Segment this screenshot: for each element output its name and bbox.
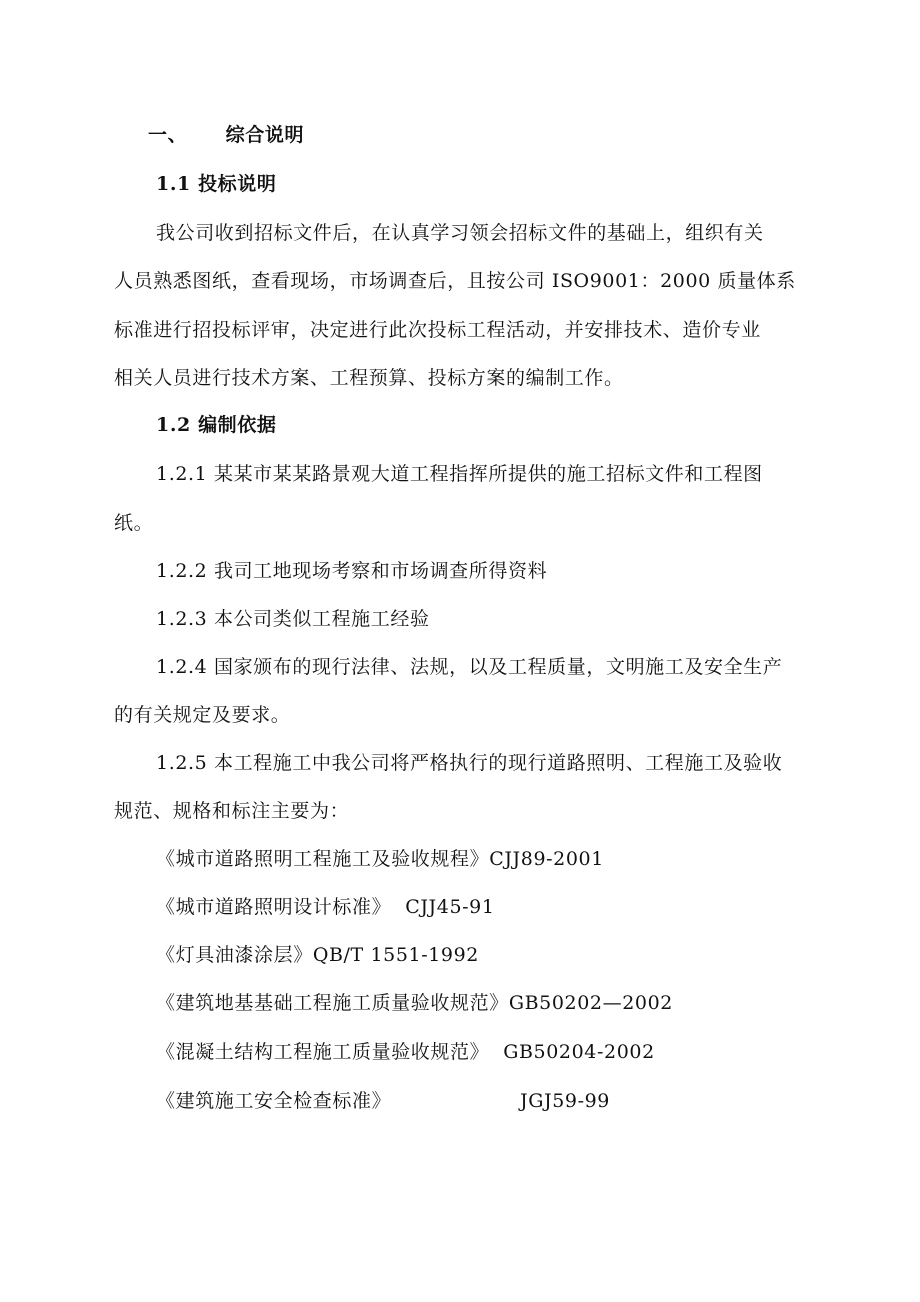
- paragraph-line: 人员熟悉图纸，查看现场，市场调查后，且按公司 ISO9001：2000 质量体系: [114, 270, 796, 292]
- standard-code: GB50204-2002: [503, 1041, 655, 1063]
- paragraph-line: 相关人员进行技术方案、工程预算、投标方案的编制工作。: [114, 367, 624, 389]
- standard-reference: [156, 895, 495, 919]
- subsection-heading-1-2: 1.2 编制依据: [156, 414, 277, 436]
- standard-reference: [156, 991, 673, 1015]
- standard-name: 《城市道路照明设计标准》: [156, 896, 392, 918]
- section-title: 综合说明: [225, 124, 305, 146]
- standard-name: 《城市道路照明工程施工及验收规程》: [156, 848, 490, 870]
- standard-name: 《建筑施工安全检查标准》: [156, 1090, 392, 1112]
- standard-code: JGJ59-99: [520, 1090, 610, 1112]
- list-item-line: 1.2.5 本工程施工中我公司将严格执行的现行道路照明、工程施工及验收: [156, 752, 783, 774]
- paragraph-line: 标准进行招投标评审，决定进行此次投标工程活动，并安排技术、造价专业: [114, 319, 761, 341]
- list-item-line: 1.2.1 某某市某某路景观大道工程指挥所提供的施工招标文件和工程图: [156, 463, 763, 485]
- standard-name: 《灯具油漆涂层》: [156, 944, 313, 966]
- standard-code: GB50202—2002: [508, 992, 673, 1014]
- list-item-line: 1.2.3 本公司类似工程施工经验: [156, 608, 430, 630]
- list-item-line: 纸。: [114, 512, 154, 534]
- paragraph-line: 我公司收到招标文件后，在认真学习领会招标文件的基础上，组织有关: [156, 222, 764, 244]
- standard-code: CJJ89-2001: [489, 848, 604, 870]
- section-number: 一、: [148, 124, 188, 146]
- standard-code: CJJ45-91: [405, 896, 495, 918]
- standard-reference: [156, 847, 604, 871]
- standard-code: QB/T 1551-1992: [312, 944, 479, 966]
- standard-name: 《混凝土结构工程施工质量验收规范》: [156, 1041, 490, 1063]
- subsection-heading-1-1: 1.1 投标说明: [156, 173, 277, 195]
- list-item-line: 1.2.4 国家颁布的现行法律、法规，以及工程质量，文明施工及安全生产: [156, 656, 783, 678]
- list-item-line: 的有关规定及要求。: [114, 704, 291, 726]
- standard-reference: [156, 943, 479, 967]
- list-item-line: 1.2.2 我司工地现场考察和市场调查所得资料: [156, 560, 548, 582]
- standard-reference: [156, 1040, 655, 1064]
- standard-name: 《建筑地基基础工程施工质量验收规范》: [156, 992, 509, 1014]
- standard-reference: [156, 1089, 716, 1113]
- section-heading: [148, 123, 304, 147]
- list-item-line: 规范、规格和标注主要为：: [114, 800, 350, 822]
